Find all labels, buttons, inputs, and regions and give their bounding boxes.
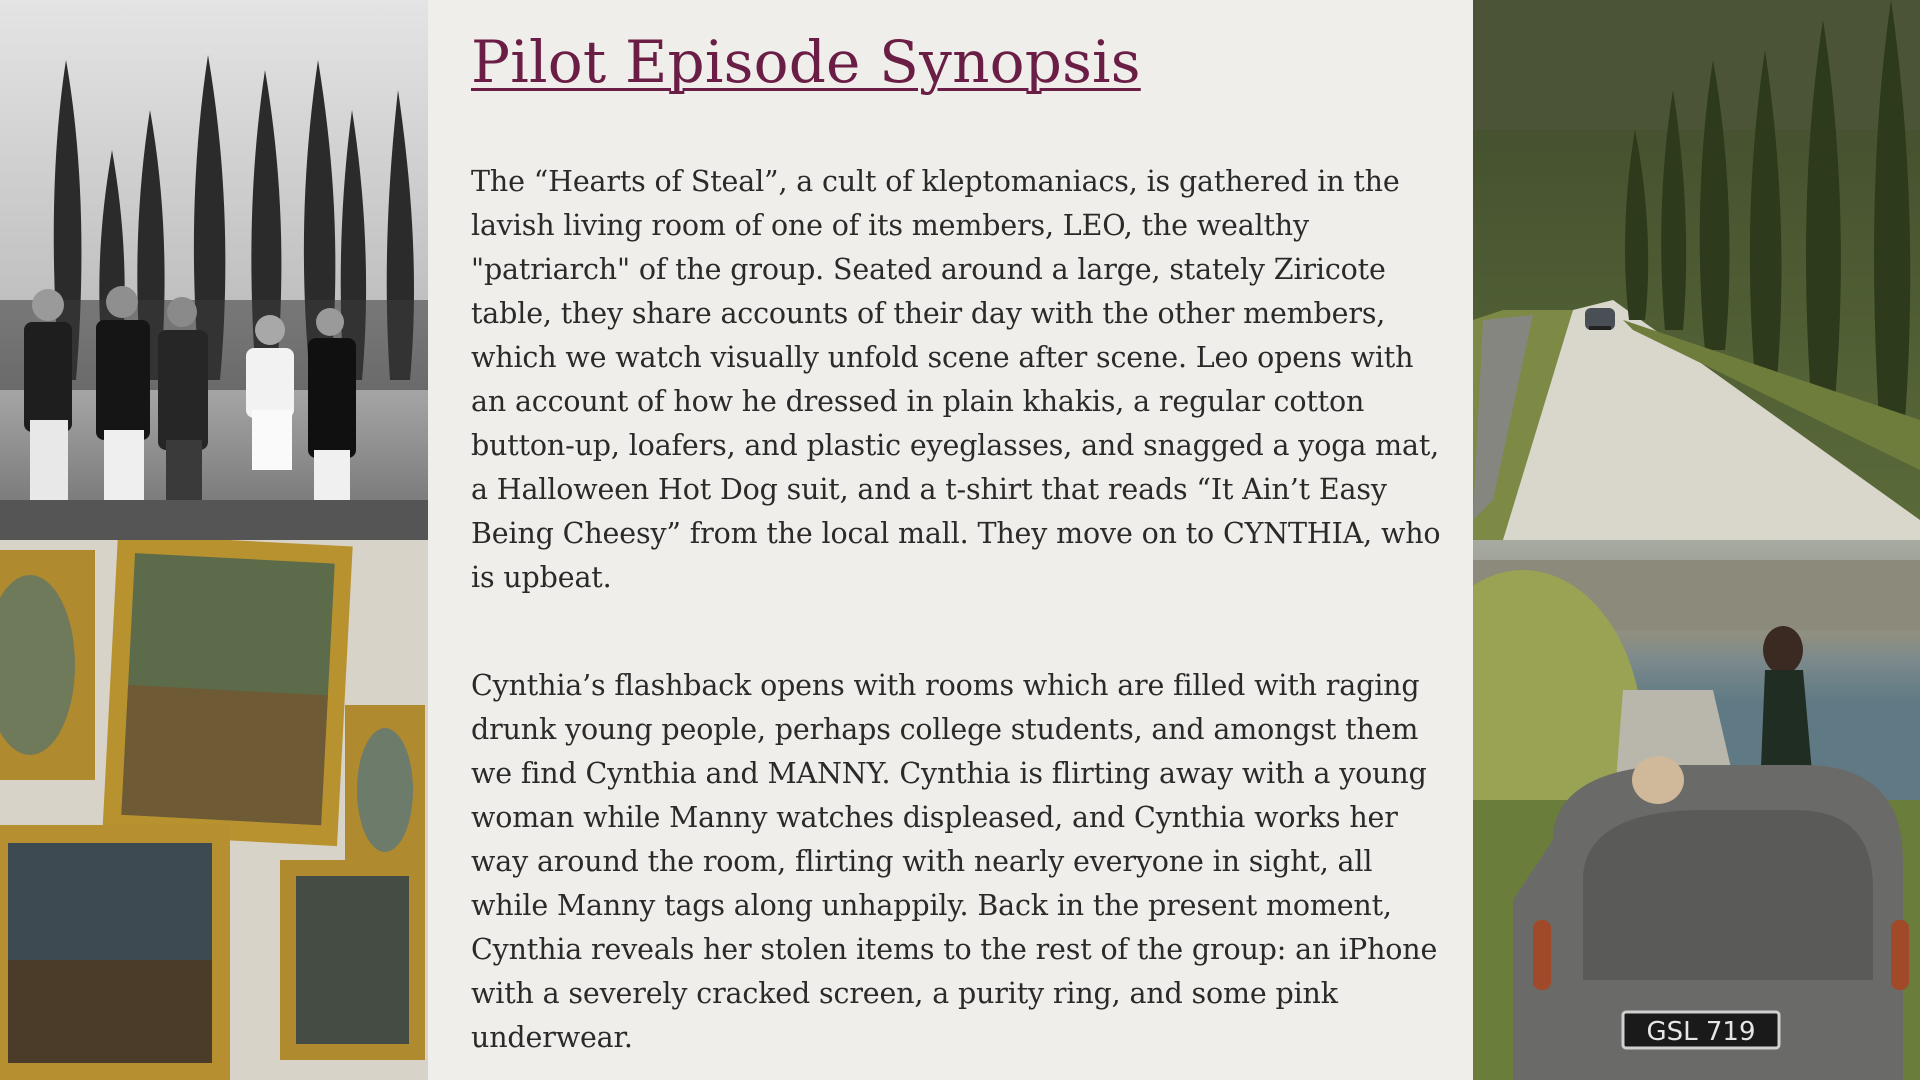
photo-gallery-image — [0, 540, 428, 1080]
photo-convertible-image — [1473, 540, 1920, 1080]
photo-road-image — [1473, 0, 1920, 540]
photo-cypress-road — [1473, 0, 1920, 540]
synopsis-paragraph-1: The “Hearts of Steal”, a cult of kleptomaniacs, is gathered in the lavish living room of one of its members, LEO, the wealthy "patriarch" of the group. Seated around a large, stately Ziricote table, they share accounts of their day with the other members, which we watch visually unfold scene after scene. Leo opens with an account of how he dressed in plain khakis, a regular cotton button-up, loafers, and plastic eyeglasses, and snagged a yoga mat, a Halloween Hot Dog suit, and a t-shirt that reads “It Ain’t Easy Being Cheesy” from the local mall. They move on to CYNTHIA, who is upbeat. — [471, 165, 1441, 595]
photo-convertible-lake — [1473, 540, 1920, 1080]
synopsis-paragraph-2: Cynthia’s flashback opens with rooms which are filled with raging drunk young people, perhaps college students, and amongst them we find Cynthia and MANNY. Cynthia is flirting away with a young woman while Manny watches displeased, and Cynthia works her way around the room, flirting with nearly everyone in sight, all while Manny tags along unhappily. Back in the present moment, Cynthia reveals her stolen items to the rest of the group: an iPhone with a severely cracked screen, a purity ring, and some pink underwear. — [471, 669, 1438, 1055]
page-title: Pilot Episode Synopsis — [471, 28, 1141, 96]
photo-models-image — [0, 0, 428, 540]
synopsis-content — [471, 28, 1441, 1060]
car-license-plate: GSL 719 — [1646, 1017, 1756, 1047]
photo-models-cypress — [0, 0, 428, 540]
photo-gallery-frames — [0, 540, 428, 1080]
